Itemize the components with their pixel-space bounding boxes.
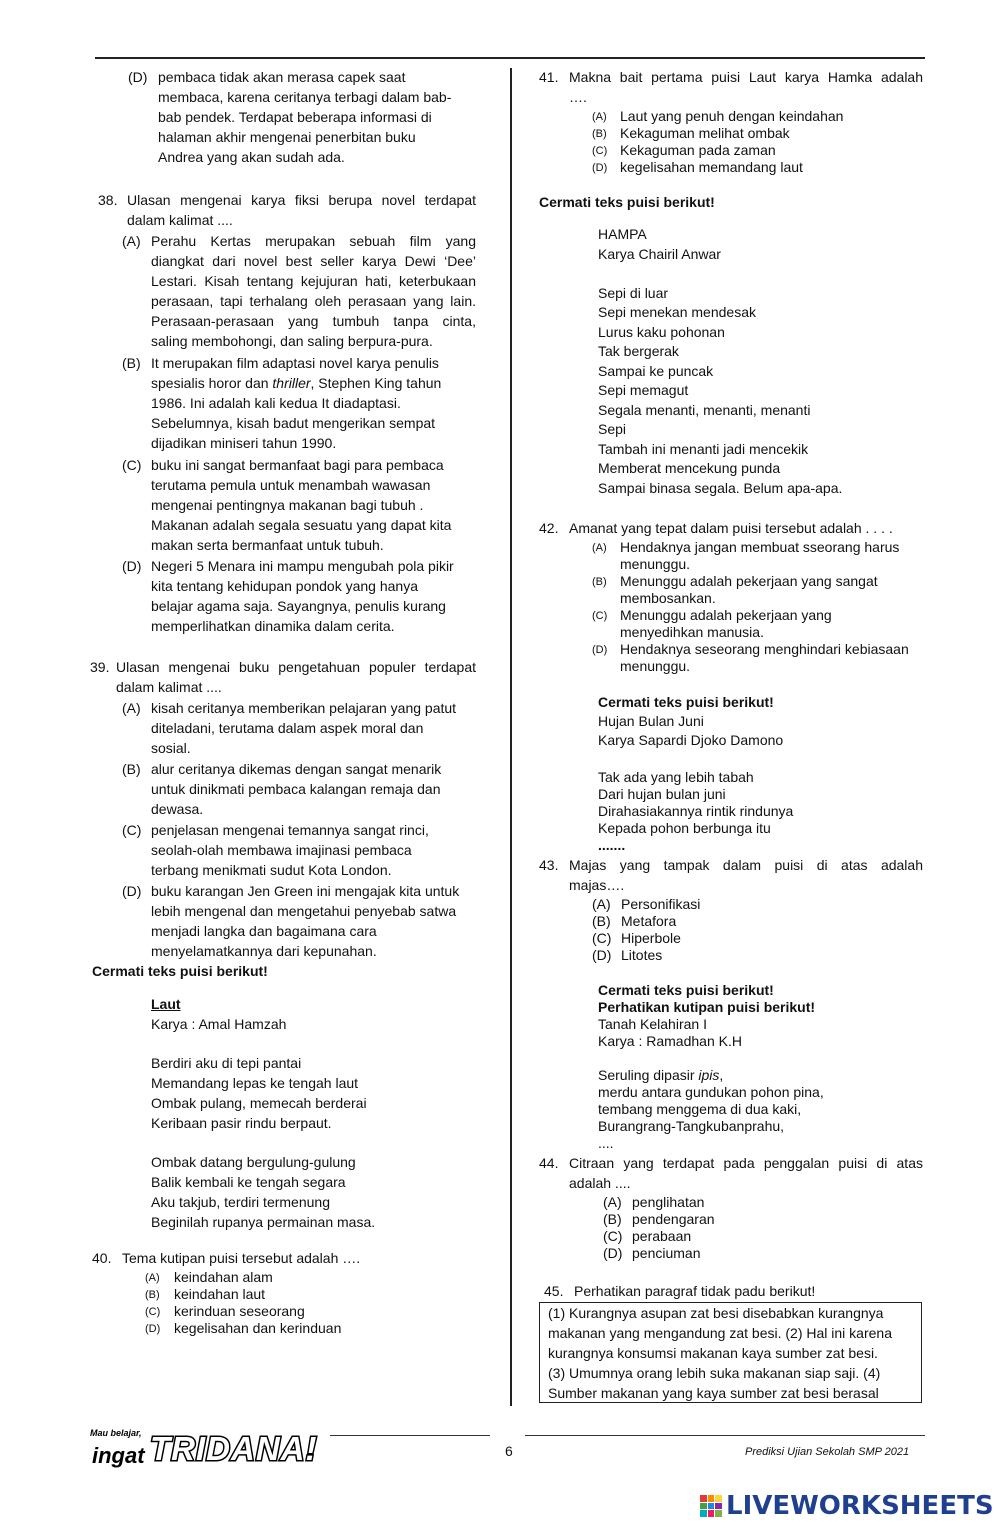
q39-option-a[interactable]: (A) kisah ceritanya memberikan pelajaran yang patut diteladani, terutama dalam aspek moral dan sosial.: [122, 700, 457, 756]
q45-paragraph-box: (1) Kurangnya asupan zat besi disebabkan kurangnya makanan yang mengandung zat besi. (2) Hal ini karena kurangnya konsumsi makanan kaya sumber zat besi. (3) Umumnya orang lebih suka makanan siap saji. (4) Sumber makanan yang kaya sumber zat besi berasal: [539, 1302, 922, 1403]
q37-option-d: (D) pembaca tidak akan merasa capek saat membaca, karena ceritanya terbagi dalam bab- bab pendek. Terdapat beberapa informasi di halaman akhir mengenai penerbitan buku Andrea yang akan sudah ada.: [128, 69, 452, 165]
poem-hujan-author: Karya Sapardi Djoko Damono: [598, 732, 784, 748]
q44-options: [603, 1194, 923, 1262]
q44-option-c[interactable]: (C) perabaan: [603, 1228, 692, 1244]
q38-option-b[interactable]: (B) It merupakan film adaptasi novel karya penulis spesialis horor dan thriller, Stephen King tahun 1986. Ini adalah kali kedua It diadaptasi. Sebelumnya, kisah badut mengerikan sempat dijadikan miniseri tahun 1990.: [122, 353, 476, 453]
q41-option-d[interactable]: (D) kegelisahan memandang laut: [592, 159, 803, 175]
question-45: 45. Perhatikan paragraf tidak padu berikut!: [544, 1283, 816, 1299]
q38-b-line-thriller: spesialis horor dan thriller, Stephen King tahun: [151, 375, 442, 391]
poem-tanah-heading-2: Perhatikan kutipan puisi berikut!: [598, 999, 816, 1015]
q39-option-c[interactable]: (C) penjelasan mengenai temannya sangat rinci, seolah-olah membawa imajinasi pembaca terbang menikmati sudut Kota London.: [122, 822, 429, 878]
column-divider: [510, 68, 512, 1406]
logo-tridana: TRIDANA!: [150, 1430, 318, 1467]
q38-option-d[interactable]: (D) Negeri 5 Menara ini mampu mengubah pola pikir kita tentang kehidupan pondok yang hanya belajar agama saja. Sayangnya, penulis kurang memperlihatkan dinamika dalam cerita.: [122, 558, 454, 634]
question-42: 42. Amanat yang tepat dalam puisi tersebut adalah . . . .: [539, 520, 893, 536]
q40-option-a[interactable]: (A) keindahan alam: [145, 1269, 273, 1285]
poem-tanah-heading-1: Cermati teks puisi berikut!: [598, 982, 774, 998]
q42-option-d[interactable]: (D) Hendaknya seseorang menghindari kebiasaan menunggu.: [592, 641, 909, 674]
q43-option-d[interactable]: (D) Litotes: [592, 947, 663, 963]
poem-hampa-heading: Cermati teks puisi berikut!: [539, 194, 715, 210]
poem-hampa: HAMPA Karya Chairil Anwar Sepi di luar Sepi menekan mendesak Lurus kaku pohonan Tak bergerak Sampai ke puncak Sepi memagut Segala menanti, menanti, menanti Sepi Tambah ini menanti jadi mencekik Memberat mencekung punda Sampai binasa segala. Belum apa-apa.: [598, 225, 918, 498]
poem-hampa-title: HAMPA: [598, 226, 647, 242]
q42-option-c[interactable]: (C) Menunggu adalah pekerjaan yang menyedihkan manusia.: [592, 607, 832, 640]
footer-title: Prediksi Ujian Sekolah SMP 2021: [745, 1446, 910, 1458]
poem-laut-title: Laut: [151, 996, 181, 1012]
q38-option-c[interactable]: (C) buku ini sangat bermanfaat bagi para pembaca terutama pemula untuk menambah wawasan mengenai pentingnya makanan bagi tubuh . Makanan adalah segala sesuatu yang dapat kita makan serta bermanfaat untuk tubuh.: [122, 457, 452, 553]
q43-option-c[interactable]: (C) Hiperbole: [592, 930, 681, 946]
q39-option-b[interactable]: (B) alur ceritanya dikemas dengan sangat menarik untuk dinikmati pembaca kalangan remaja dan dewasa.: [122, 761, 442, 817]
logo-ingat: ingat: [92, 1443, 145, 1468]
top-rule: [95, 57, 925, 59]
poem-tanah-author: Karya : Ramadhan K.H: [598, 1033, 742, 1049]
q42-option-b[interactable]: (B) Menunggu adalah pekerjaan yang sangat membosankan.: [592, 573, 878, 606]
q43-option-a[interactable]: (A) Personifikasi: [592, 896, 701, 912]
q43-option-b[interactable]: (B) Metafora: [592, 913, 677, 929]
poem-tanah-title: Tanah Kelahiran I: [598, 1016, 707, 1032]
q40-option-b[interactable]: (B) keindahan laut: [145, 1286, 266, 1302]
liveworksheets-watermark[interactable]: [700, 1491, 994, 1521]
q42-option-a[interactable]: (A) Hendaknya jangan membuat sseorang harus menunggu.: [592, 539, 900, 572]
footer-rule-right: [525, 1435, 925, 1436]
poem-hujan-title: Hujan Bulan Juni: [598, 713, 704, 729]
poem-laut-author: Karya : Amal Hamzah: [151, 1016, 287, 1032]
liveworksheets-grid-icon: [700, 1495, 722, 1517]
question-38: 38. Ulasan mengenai karya fiksi berupa novel terdapat dalam kalimat ....: [98, 192, 476, 228]
question-41: 41. Makna bait pertama puisi Laut karya Hamka adalah ….: [539, 69, 923, 105]
question-44: 44. Citraan yang terdapat pada penggalan puisi di atas adalah ....: [539, 1155, 923, 1191]
poem-laut-heading: Cermati teks puisi berikut!: [92, 963, 268, 979]
q41-option-c[interactable]: (C) Kekaguman pada zaman: [592, 142, 776, 158]
question-40: 40. Tema kutipan puisi tersebut adalah ….: [92, 1250, 361, 1266]
question-43: 43. Majas yang tampak dalam puisi di atas adalah majas….: [539, 857, 923, 893]
poem-hampa-author: Karya Chairil Anwar: [598, 245, 721, 262]
poem-laut: Laut Karya : Amal Hamzah Berdiri aku di tepi pantai Memandang lepas ke tengah laut Ombak pulang, memecah berderai Keribaan pasir rindu berpaut. Ombak datang bergulung-gulung Balik kembali ke tengah segara Aku takjub, terdiri termenung Beginilah rupanya permainan masa.: [151, 994, 471, 1232]
q41-option-b[interactable]: (B) Kekaguman melihat ombak: [592, 125, 790, 141]
poem-tanah: Cermati teks puisi berikut! Perhatikan kutipan puisi berikut! Tanah Kelahiran I Karya : Ramadhan K.H Seruling dipasir ipis, merdu antara gundukan pohon pina, tembang menggema di dua kaki, Burangrang-Tangkubanprahu, ....: [598, 982, 918, 1152]
footer-rule-left: [330, 1435, 490, 1436]
q44-option-a[interactable]: (A) penglihatan: [603, 1194, 705, 1210]
question-39: 39. Ulasan mengenai buku pengetahuan populer terdapat dalam kalimat ....: [90, 659, 476, 695]
poem-hujan: Cermati teks puisi berikut! Hujan Bulan Juni Karya Sapardi Djoko Damono Tak ada yang lebih tabah Dari hujan bulan juni Dirahasiakannya rintik rindunya Kepada pohon berbunga itu .......: [598, 693, 918, 854]
q41-option-a[interactable]: (A) Laut yang penuh dengan keindahan: [592, 108, 844, 124]
q42-options: [592, 539, 927, 675]
page-number: 6: [505, 1443, 513, 1459]
q44-option-b[interactable]: (B) pendengaran: [603, 1211, 715, 1227]
poem-tanah-line-1: Seruling dipasir ipis,: [598, 1067, 724, 1083]
q41-options: [592, 108, 922, 176]
q38-option-a[interactable]: (A) Perahu Kertas merupakan sebuah film yang diangkat dari novel best seller karya Dewi ‘Dee’ Lestari. Kisah tentang kejujuran hati, keterbukaan perasaan, tapi terhalang oleh perasaan yang lain. Perasaan-perasaan yang tumbuh tanpa cinta, saling membohongi, dan saling berpura-pura.: [122, 233, 476, 349]
q40-options: [145, 1269, 465, 1337]
q40-option-d[interactable]: (D) kegelisahan dan kerinduan: [145, 1320, 342, 1336]
q43-options: [592, 896, 922, 964]
q39-option-d[interactable]: (D) buku karangan Jen Green ini mengajak kita untuk lebih mengenal dan mengetahui penyebab satwa menjadi langka dan bagaimana cara menyelamatkannya dari kepunahan.: [122, 883, 460, 959]
poem-hujan-heading: Cermati teks puisi berikut!: [598, 694, 774, 710]
liveworksheets-text: LIVEWORKSHEETS: [726, 1491, 994, 1521]
q40-option-c[interactable]: (C) kerinduan seseorang: [145, 1303, 305, 1319]
q44-option-d[interactable]: (D) penciuman: [603, 1245, 701, 1261]
logo-tagline: Mau belajar,: [90, 1428, 142, 1438]
